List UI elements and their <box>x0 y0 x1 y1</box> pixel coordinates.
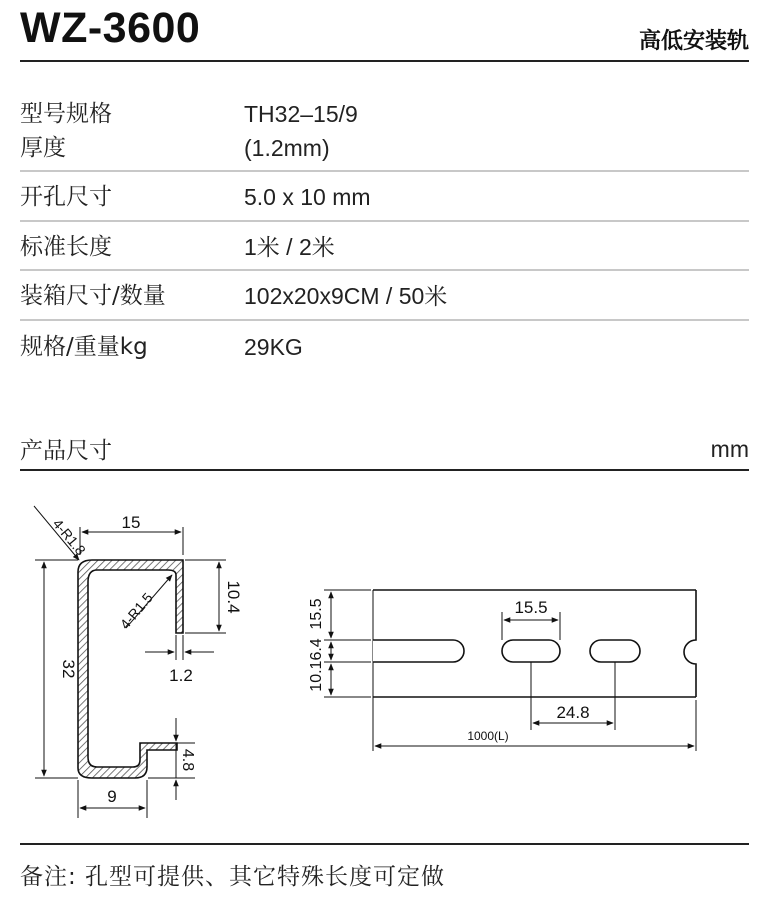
dim-label-top-lip: 10.4 <box>224 580 243 614</box>
product-category: 高低安装轨 <box>638 29 749 54</box>
slot-half-left <box>373 640 464 662</box>
spec-label: 标准长度 <box>20 234 112 260</box>
spec-value: TH32–15/9 <box>244 101 358 127</box>
c-channel-section <box>78 560 183 778</box>
dim-label-thickness: 1.2 <box>169 666 193 685</box>
side-extension-lines <box>324 590 696 751</box>
dim-label-top-width: 15 <box>121 513 141 532</box>
footer-note: 备注: 孔型可提供、其它特殊长度可定做 <box>20 864 446 890</box>
section-title: 产品尺寸 <box>20 438 112 464</box>
dim-label-height: 32 <box>59 659 78 679</box>
unit-label: mm <box>710 436 749 462</box>
spec-label: 厚度 <box>20 135 66 161</box>
spec-value: 5.0 x 10 mm <box>244 184 371 210</box>
dim-label-pitch: 24.8 <box>556 703 590 722</box>
dim-label-bottom-width: 9 <box>107 787 117 806</box>
dim-label-bottom-lip: 4.8 <box>179 748 196 772</box>
dim-label-length: 1000(L) <box>467 729 509 743</box>
dim-label-inner-radius: 4-R1.5 <box>116 589 156 633</box>
spec-value: 29KG <box>244 334 303 360</box>
model-number: WZ-3600 <box>20 4 201 52</box>
side-dimension-lines <box>331 592 694 746</box>
spec-value: 1米 / 2米 <box>244 234 335 260</box>
cross-section-profile <box>78 560 183 778</box>
spec-label: 型号规格 <box>20 101 112 127</box>
dim-label-outer-radius: 4-R1.8 <box>49 515 89 559</box>
spec-value: 102x20x9CM / 50米 <box>244 283 448 309</box>
slot-full <box>502 640 560 662</box>
spec-label: 装箱尺寸/数量 <box>20 283 166 309</box>
dim-label-slot-length: 15.5 <box>514 598 548 617</box>
rail-end-notch <box>684 590 696 697</box>
slot-full <box>590 640 640 662</box>
spec-label: 开孔尺寸 <box>20 184 112 210</box>
spec-value: (1.2mm) <box>244 135 330 161</box>
spec-label: 规格/重量kg <box>20 334 148 360</box>
footer-divider <box>20 843 749 845</box>
dim-label-top-offset: 15.5 <box>308 598 325 630</box>
dim-label-left-offsets: 10.16.4 <box>308 638 325 692</box>
